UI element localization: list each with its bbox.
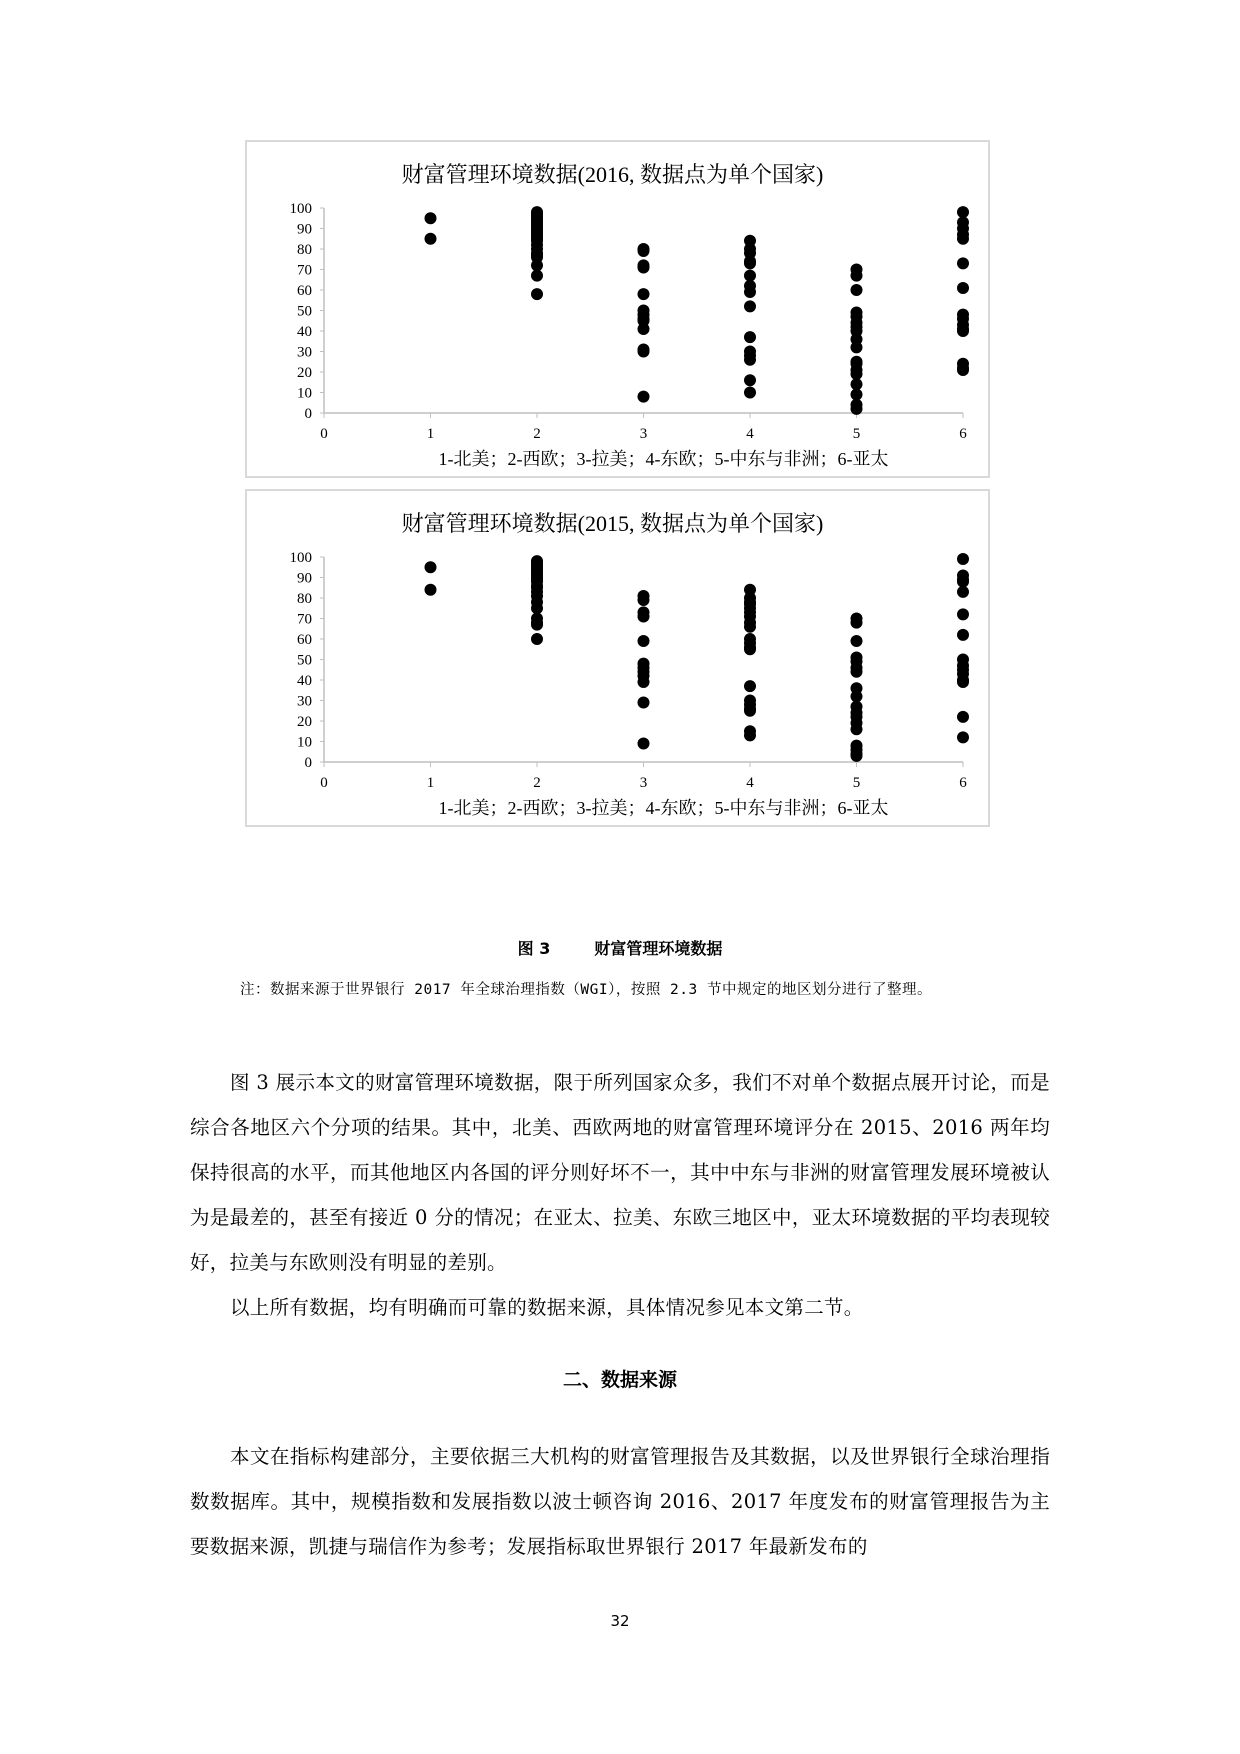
- y-tick-label: 40: [297, 673, 312, 689]
- y-tick-label: 30: [297, 344, 312, 361]
- x-tick-label: 2: [533, 426, 541, 442]
- data-point: [744, 374, 756, 386]
- data-point: [957, 206, 969, 218]
- data-point: [638, 594, 650, 606]
- body-text: [190, 1060, 1050, 1569]
- data-point: [638, 610, 650, 622]
- x-axis-label: 1-北美；2-西欧；3-拉美；4-东欧；5-中东与非洲；6-亚太: [438, 449, 889, 469]
- data-point: [851, 378, 863, 390]
- data-point: [744, 387, 756, 399]
- scatter-chart-2015: [245, 489, 990, 827]
- data-point: [638, 635, 650, 647]
- data-point: [957, 676, 969, 688]
- data-point: [531, 270, 543, 282]
- data-point: [531, 288, 543, 300]
- y-tick-label: 60: [297, 283, 312, 299]
- figure-note: 注：数据来源于世界银行 2017 年全球治理指数（WGI），按照 2.3 节中规定的地区划分进行了整理。: [240, 982, 932, 998]
- data-point: [957, 586, 969, 598]
- x-tick-label: 5: [852, 775, 861, 791]
- data-point: [957, 711, 969, 723]
- y-tick-label: 100: [289, 201, 312, 217]
- y-tick-label: 80: [297, 591, 312, 607]
- x-tick-label: 1: [426, 775, 435, 791]
- x-tick-label: 5: [852, 426, 861, 442]
- data-point: [851, 617, 863, 629]
- y-tick-label: 70: [297, 611, 312, 628]
- data-point: [744, 286, 756, 298]
- y-tick-label: 50: [297, 652, 312, 669]
- x-tick-label: 4: [746, 426, 754, 442]
- x-tick-label: 6: [959, 775, 967, 791]
- x-tick-label: 6: [959, 426, 967, 442]
- data-point: [531, 619, 543, 631]
- data-point: [638, 245, 650, 257]
- data-point: [957, 731, 969, 743]
- data-point: [744, 300, 756, 312]
- y-tick-label: 70: [297, 262, 312, 279]
- y-tick-label: 40: [297, 324, 312, 340]
- x-tick-label: 4: [746, 775, 754, 791]
- section-heading: 二、数据来源: [562, 1369, 677, 1391]
- scatter-chart-2016: [245, 140, 990, 478]
- data-point: [851, 389, 863, 401]
- data-point: [638, 261, 650, 273]
- data-point: [851, 635, 863, 647]
- y-tick-label: 20: [297, 365, 312, 381]
- x-tick-label: 2: [533, 775, 541, 791]
- figure-title: 财富管理环境数据: [594, 939, 723, 958]
- data-point: [531, 259, 543, 271]
- data-point: [638, 346, 650, 358]
- data-point: [744, 729, 756, 741]
- data-point: [851, 403, 863, 415]
- data-point: [531, 633, 543, 645]
- x-tick-label: 1: [426, 426, 435, 442]
- y-tick-label: 20: [297, 714, 312, 730]
- data-point: [851, 284, 863, 296]
- y-tick-label: 10: [297, 385, 312, 402]
- data-point: [957, 629, 969, 641]
- data-point: [425, 212, 437, 224]
- data-point: [851, 341, 863, 353]
- data-point: [957, 325, 969, 337]
- chart-title: 财富管理环境数据(2016, 数据点为单个国家): [401, 162, 824, 187]
- x-tick-label: 3: [639, 775, 648, 791]
- data-point: [957, 282, 969, 294]
- data-point: [957, 608, 969, 620]
- paragraph-2: 以上所有数据，均有明确而可靠的数据来源，具体情况参见本文第二节。: [230, 1296, 864, 1319]
- data-point: [851, 368, 863, 380]
- page-number: 32: [610, 1612, 630, 1630]
- y-tick-label: 90: [297, 221, 312, 238]
- data-point: [957, 257, 969, 269]
- data-point: [957, 233, 969, 245]
- y-tick-label: 30: [297, 693, 312, 710]
- data-point: [744, 354, 756, 366]
- chart-title: 财富管理环境数据(2015, 数据点为单个国家): [401, 511, 824, 536]
- x-axis-label: 1-北美；2-西欧；3-拉美；4-东欧；5-中东与非洲；6-亚太: [438, 798, 889, 818]
- y-tick-label: 100: [289, 550, 312, 566]
- y-tick-label: 0: [304, 755, 312, 771]
- data-point: [957, 576, 969, 588]
- data-point: [851, 750, 863, 762]
- paragraph-3: 本文在指标构建部分，主要依据三大机构的财富管理报告及其数据，以及世界银行全球治理指数数据库。其中，规模指数和发展指数以波士顿咨询 2016、2017 年度发布的财富管理报告为主要数据来源，凯捷与瑞信作为参考；发展指标取世界银行 2017 年最新发布的: [190, 1445, 1050, 1558]
- data-point: [425, 584, 437, 596]
- data-point: [957, 553, 969, 565]
- y-tick-label: 60: [297, 632, 312, 648]
- chart-svg: [247, 491, 988, 825]
- data-point: [425, 233, 437, 245]
- x-tick-label: 0: [320, 426, 328, 442]
- data-point: [851, 666, 863, 678]
- y-tick-label: 90: [297, 570, 312, 587]
- figure-label: 图 3: [517, 939, 551, 958]
- data-point: [744, 270, 756, 282]
- data-point: [851, 690, 863, 702]
- figure-caption: [0, 936, 1240, 959]
- data-point: [744, 705, 756, 717]
- data-point: [851, 723, 863, 735]
- y-tick-label: 50: [297, 303, 312, 320]
- data-point: [425, 561, 437, 573]
- y-tick-label: 0: [304, 406, 312, 422]
- data-point: [638, 697, 650, 709]
- chart-svg: [247, 142, 988, 476]
- data-point: [851, 270, 863, 282]
- data-point: [638, 738, 650, 750]
- y-tick-label: 10: [297, 734, 312, 751]
- data-point: [744, 257, 756, 269]
- x-tick-label: 0: [320, 775, 328, 791]
- data-point: [744, 643, 756, 655]
- data-point: [638, 391, 650, 403]
- data-point: [638, 323, 650, 335]
- data-point: [638, 288, 650, 300]
- data-point: [744, 680, 756, 692]
- paragraph-1: 图 3 展示本文的财富管理环境数据，限于所列国家众多，我们不对单个数据点展开讨论，而是综合各地区六个分项的结果。其中，北美、西欧两地的财富管理环境评分在 2015、2016 两年均保持很高的水平，而其他地区内各国的评分则好坏不一，其中中东与非洲的财富管理发展环境被认为是最差的，甚至有接近 0 分的情况；在亚太、拉美、东欧三地区中，亚太环境数据的平均表现较好，拉美与东欧则没有明显的差别。: [190, 1071, 1050, 1274]
- data-point: [744, 621, 756, 633]
- x-tick-label: 3: [639, 426, 648, 442]
- data-point: [744, 331, 756, 343]
- data-point: [638, 676, 650, 688]
- y-tick-label: 80: [297, 242, 312, 258]
- data-point: [531, 602, 543, 614]
- data-point: [957, 364, 969, 376]
